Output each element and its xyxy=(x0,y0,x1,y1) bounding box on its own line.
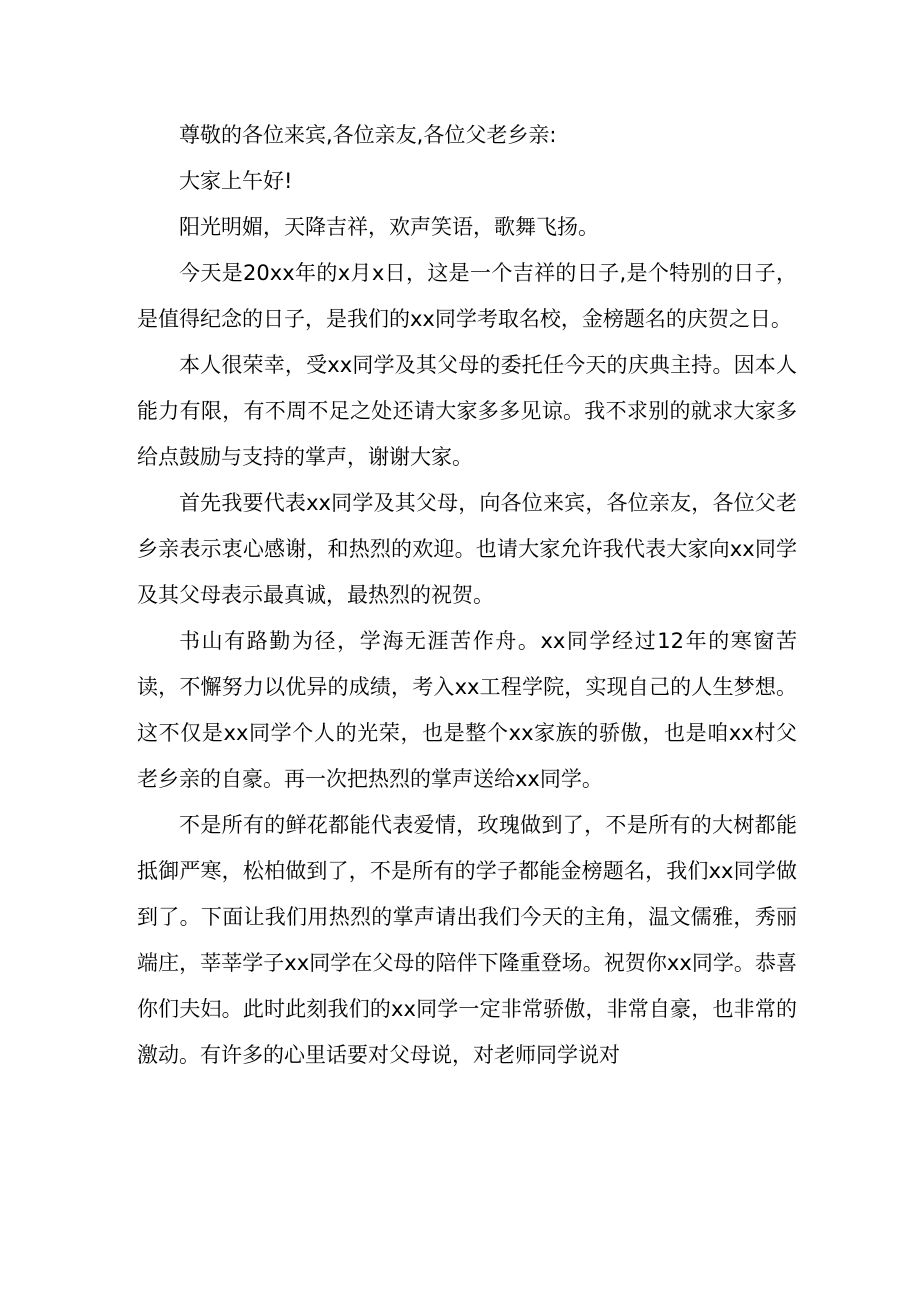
paragraph-weather: 阳光明媚，天降吉祥，欢声笑语，歌舞飞扬。 xyxy=(179,215,599,239)
greeting: 大家上午好! xyxy=(179,169,293,193)
paragraph-celebration: 不是所有的鲜花都能代表爱情，玫瑰做到了，不是所有的大树都能抵御严寒，松柏做到了，不是所有的学子都能金榜题名，我们xx同学做到了。下面让我们用热烈的掌声请出我们今天的主角，温文儒雅，秀丽端庄，莘莘学子xx同学在父母的陪伴下隆重登场。祝贺你xx同学。恭喜你们夫妇。此时此刻我们的xx同学一定非常骄傲，非常自豪，也非常的激动。有许多的心里话要对父母说，对老师同学说对 xyxy=(137,813,797,1067)
paragraph-date: 今天是20xx年的x月x日，这是一个吉祥的日子,是个特别的日子，是值得纪念的日子，是我们的xx同学考取名校，金榜题名的庆贺之日。 xyxy=(137,261,797,331)
speech-text xyxy=(137,112,797,1078)
paragraph-achievement: 书山有路勤为径，学海无涯苦作舟。xx同学经过12年的寒窗苦读，不懈努力以优异的成绩，考入xx工程学院，实现自己的人生梦想。这不仅是xx同学个人的光荣，也是整个xx家族的骄傲，也是咱xx村父老乡亲的自豪。再一次把热烈的掌声送给xx同学。 xyxy=(137,629,797,791)
paragraph-host-intro: 本人很荣幸，受xx同学及其父母的委托任今天的庆典主持。因本人能力有限，有不周不足之处还请大家多多见谅。我不求别的就求大家多给点鼓励与支持的掌声，谢谢大家。 xyxy=(137,353,797,469)
paragraph-thanks: 首先我要代表xx同学及其父母，向各位来宾，各位亲友，各位父老乡亲表示衷心感谢，和热烈的欢迎。也请大家允许我代表大家向xx同学及其父母表示最真诚，最热烈的祝贺。 xyxy=(137,491,797,607)
salutation: 尊敬的各位来宾,各位亲友,各位父老乡亲: xyxy=(179,123,557,147)
